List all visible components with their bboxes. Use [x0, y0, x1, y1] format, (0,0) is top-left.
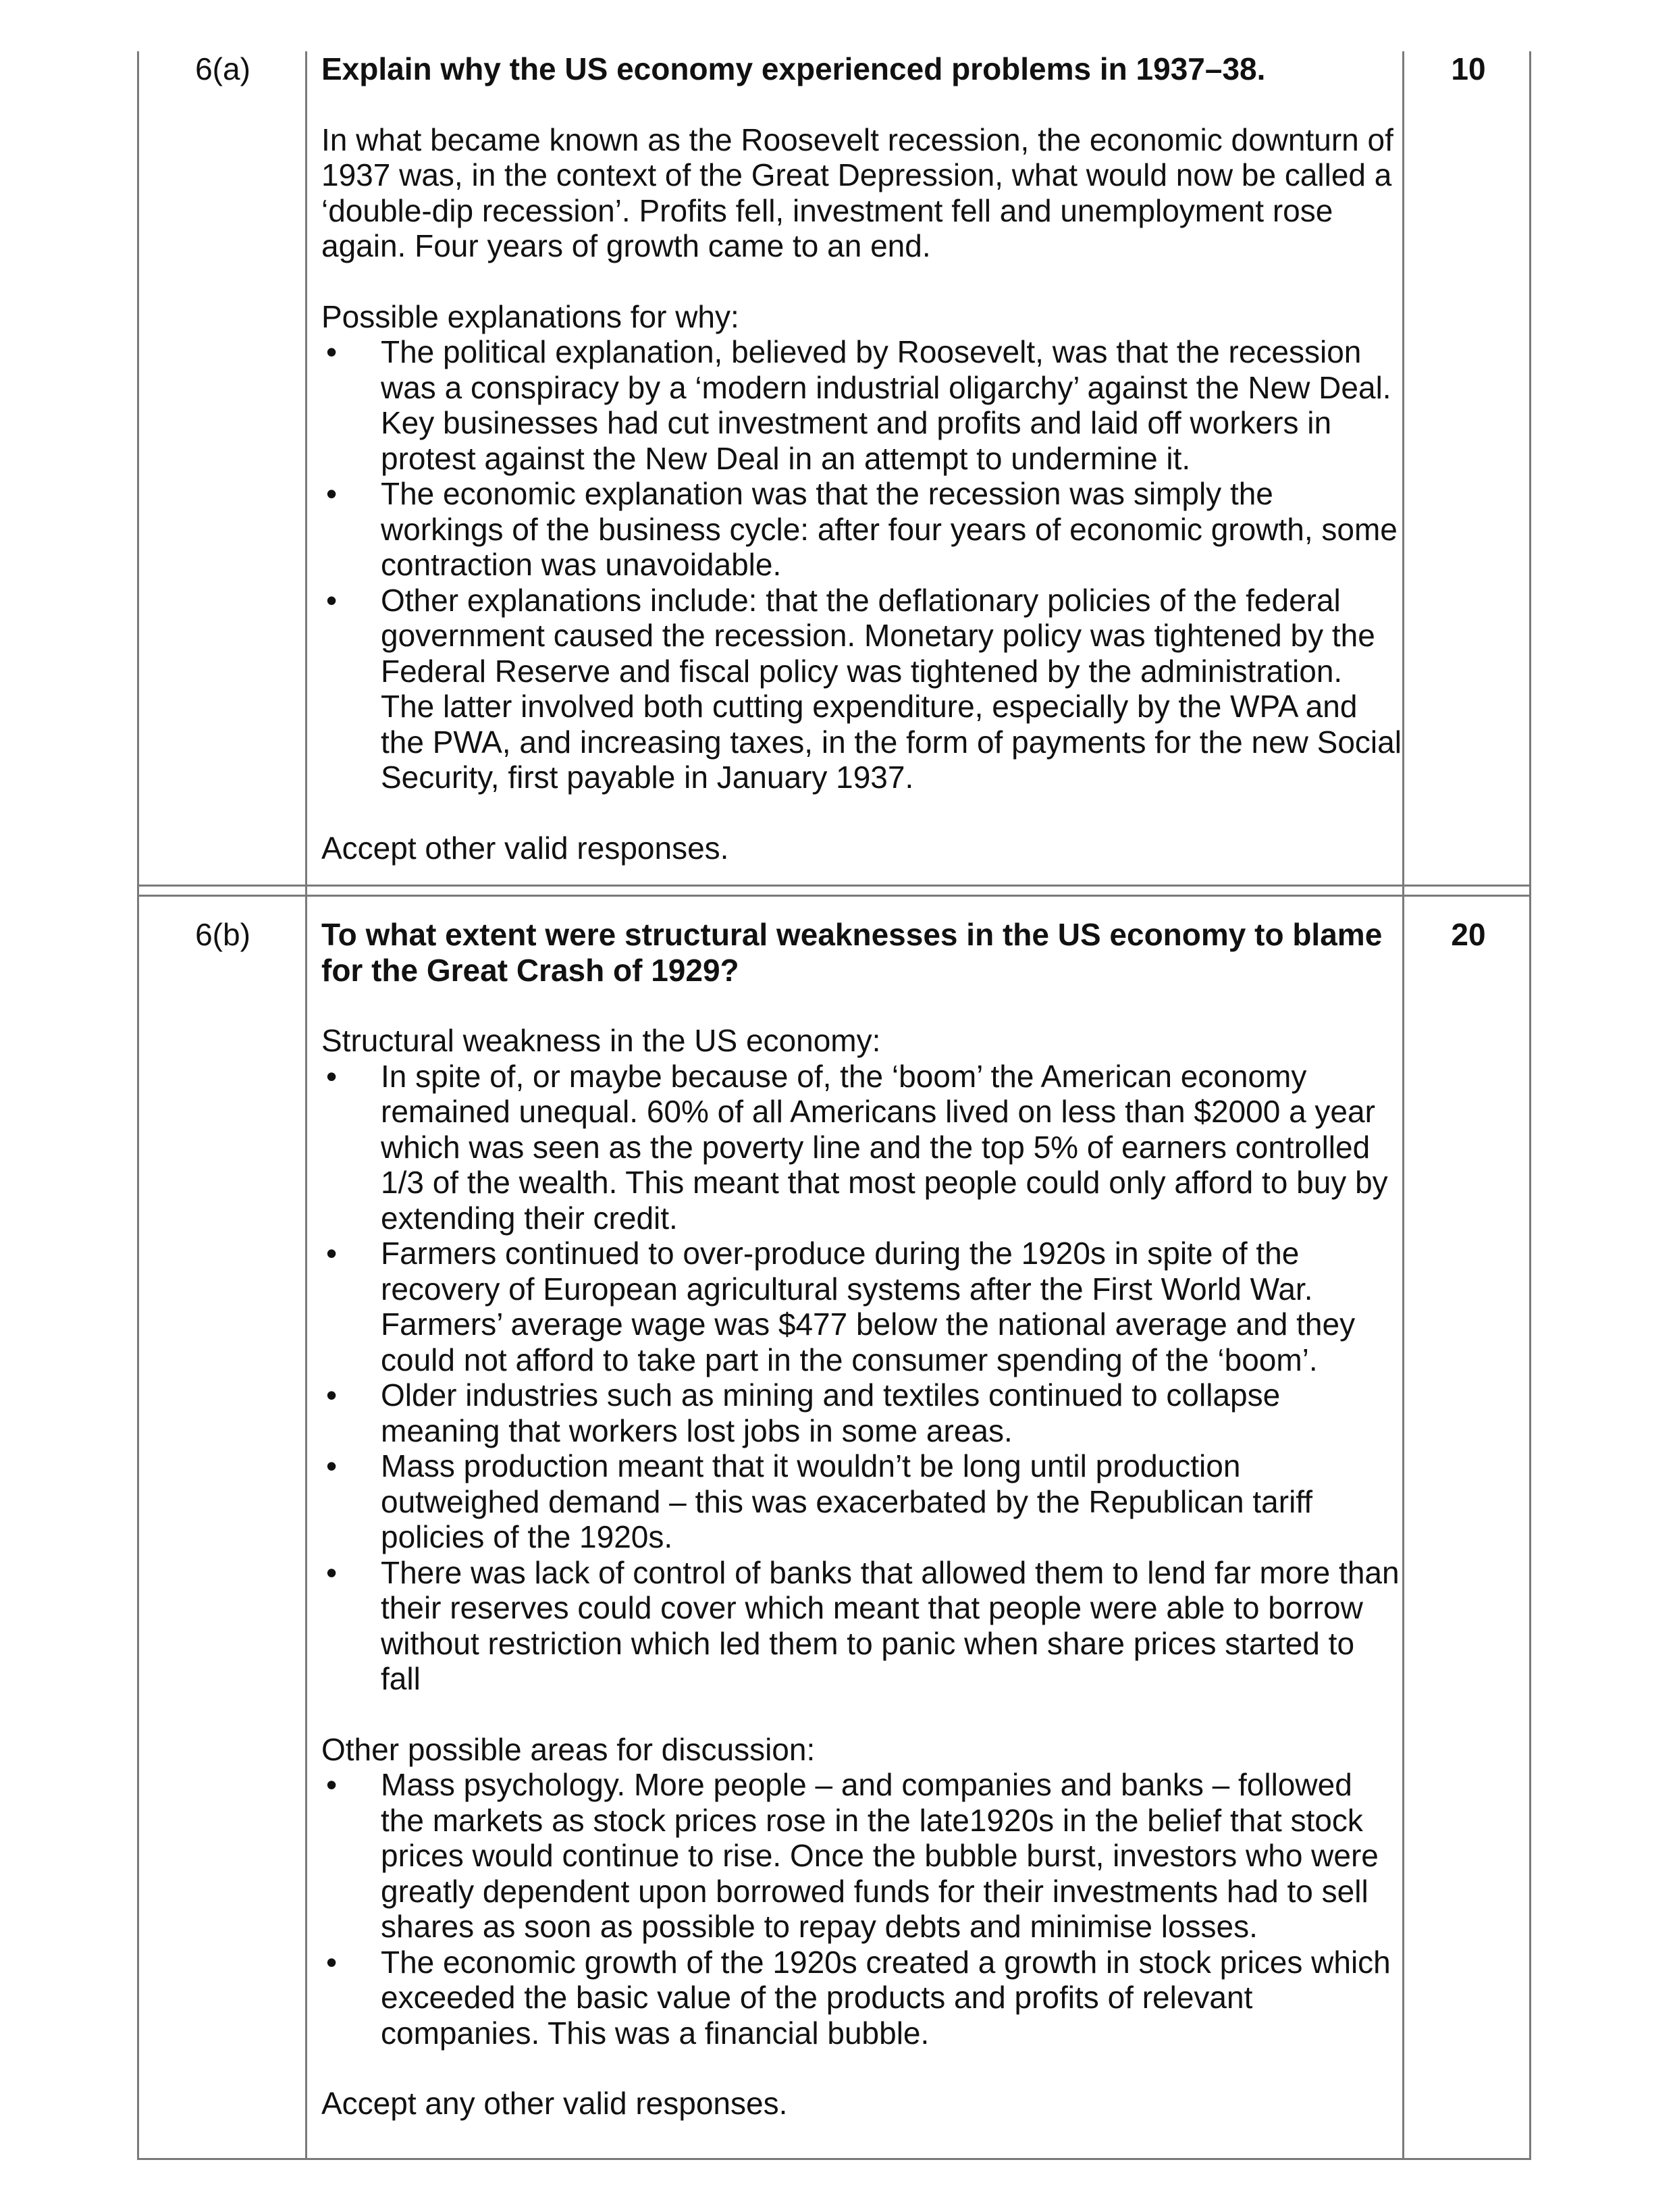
list-item-text: The economic growth of the 1920s created a growth in stock prices which exceeded the basic value of the products and profits of relevant companies. This was a financial bubble.: [381, 1944, 1391, 2051]
table-right-border: [1529, 51, 1531, 2159]
bullet-icon: •: [325, 1377, 338, 1413]
bullet-icon: •: [325, 1554, 338, 1590]
list-item-text: In spite of, or maybe because of, the ‘boom’ the American economy remained unequal. 60% of all Americans lived on less than $2000 a year which was seen as the poverty line and the top 5% of earners controlled 1/3 of the wealth. This meant that most people could only afford to buy by extending their credit.: [381, 1058, 1388, 1236]
list-item-text: Other explanations include: that the deflationary policies of the federal government caused the recession. Monetary policy was tightened by the Federal Reserve and fiscal policy was tightened by the administration. The latter involved both cutting expenditure, especially by the WPA and the PWA, and increasing taxes, in the form of payments for the new Social Security, first payable in January 1937.: [381, 582, 1402, 795]
bullet-list: [321, 1767, 1402, 2051]
list-item: [321, 476, 1402, 583]
list-item: [321, 1945, 1402, 2051]
list-heading: Other possible areas for discussion:: [321, 1731, 816, 1767]
bullet-icon: •: [325, 334, 338, 369]
list-item: [321, 1377, 1402, 1448]
marks-value: 10: [1451, 51, 1486, 86]
question-text: To what extent were structural weaknesses in the US economy to blame for the Great Crash of 1929?: [321, 917, 1383, 988]
bullet-icon: •: [325, 1058, 338, 1094]
list-item-text: The political explanation, believed by Roosevelt, was that the recession was a conspiracy by a ‘modern industrial oligarchy’ against the New Deal. Key businesses had cut investment and profits and laid off workers in protest against the New Deal in an attempt to undermine it.: [381, 334, 1391, 476]
list-item: [321, 334, 1402, 476]
bullet-list: [321, 334, 1402, 795]
bullet-icon: •: [325, 1236, 338, 1271]
bullet-icon: •: [325, 476, 338, 511]
question-number: 6(b): [195, 917, 250, 952]
list-heading: Possible explanations for why:: [321, 298, 739, 334]
question-number: 6(a): [195, 51, 250, 86]
closing-note: Accept any other valid responses.: [321, 2086, 788, 2121]
row-separator-top: [137, 885, 1531, 887]
question-text: Explain why the US economy experienced problems in 1937–38.: [321, 51, 1266, 86]
row-separator-bottom: [137, 895, 1531, 897]
bullet-icon: •: [325, 1944, 338, 1980]
list-item-text: Older industries such as mining and textiles continued to collapse meaning that workers lost jobs in some areas.: [381, 1377, 1281, 1448]
table-bottom-border: [137, 2158, 1531, 2160]
answer-guidance: [321, 917, 1402, 2122]
list-heading: Structural weakness in the US economy:: [321, 1023, 881, 1058]
bullet-icon: •: [325, 1767, 338, 1802]
column-divider-question: [305, 51, 307, 2159]
marks-value: 20: [1451, 917, 1486, 952]
list-item-text: The economic explanation was that the recession was simply the workings of the business cycle: after four years of economic growth, some contraction was unavoidable.: [381, 476, 1398, 582]
list-item-text: Farmers continued to over-produce during the 1920s in spite of the recovery of European agricultural systems after the First World War. Farmers’ average wage was $477 below the national average and they could not afford to take part in the consumer spending of the ‘boom’.: [381, 1236, 1356, 1377]
intro-paragraph: In what became known as the Roosevelt recession, the economic downturn of 1937 was, in the context of the Great Depression, what would now be called a ‘double-dip recession’. Profits fell, investment fell and unemployment rose again. Four years of growth came to an end.: [321, 122, 1393, 263]
list-item: [321, 1236, 1402, 1377]
list-item-text: Mass production meant that it wouldn’t be long until production outweighed demand – this was exacerbated by the Republican tariff policies of the 1920s.: [381, 1448, 1313, 1554]
list-item: [321, 1059, 1402, 1236]
bullet-list: [321, 1059, 1402, 1697]
bullet-icon: •: [325, 582, 338, 618]
answer-guidance: [321, 51, 1402, 866]
list-item-text: There was lack of control of banks that allowed them to lend far more than their reserves could cover which meant that people were able to borrow without restriction which led them to panic when share prices started to fall: [381, 1554, 1400, 1696]
closing-note: Accept other valid responses.: [321, 830, 729, 866]
list-item-text: Mass psychology. More people – and companies and banks – followed the markets as stock prices rose in the late1920s in the belief that stock prices would continue to rise. Once the bubble burst, investors who were greatly dependent upon borrowed funds for their investments had to sell shares as soon as possible to repay debts and minimise losses.: [381, 1767, 1379, 1944]
table-left-border: [137, 51, 139, 2159]
list-item: [321, 1767, 1402, 1945]
list-item: [321, 583, 1402, 795]
bullet-icon: •: [325, 1448, 338, 1483]
list-item: [321, 1555, 1402, 1697]
column-divider-marks: [1402, 51, 1404, 2159]
list-item: [321, 1448, 1402, 1555]
